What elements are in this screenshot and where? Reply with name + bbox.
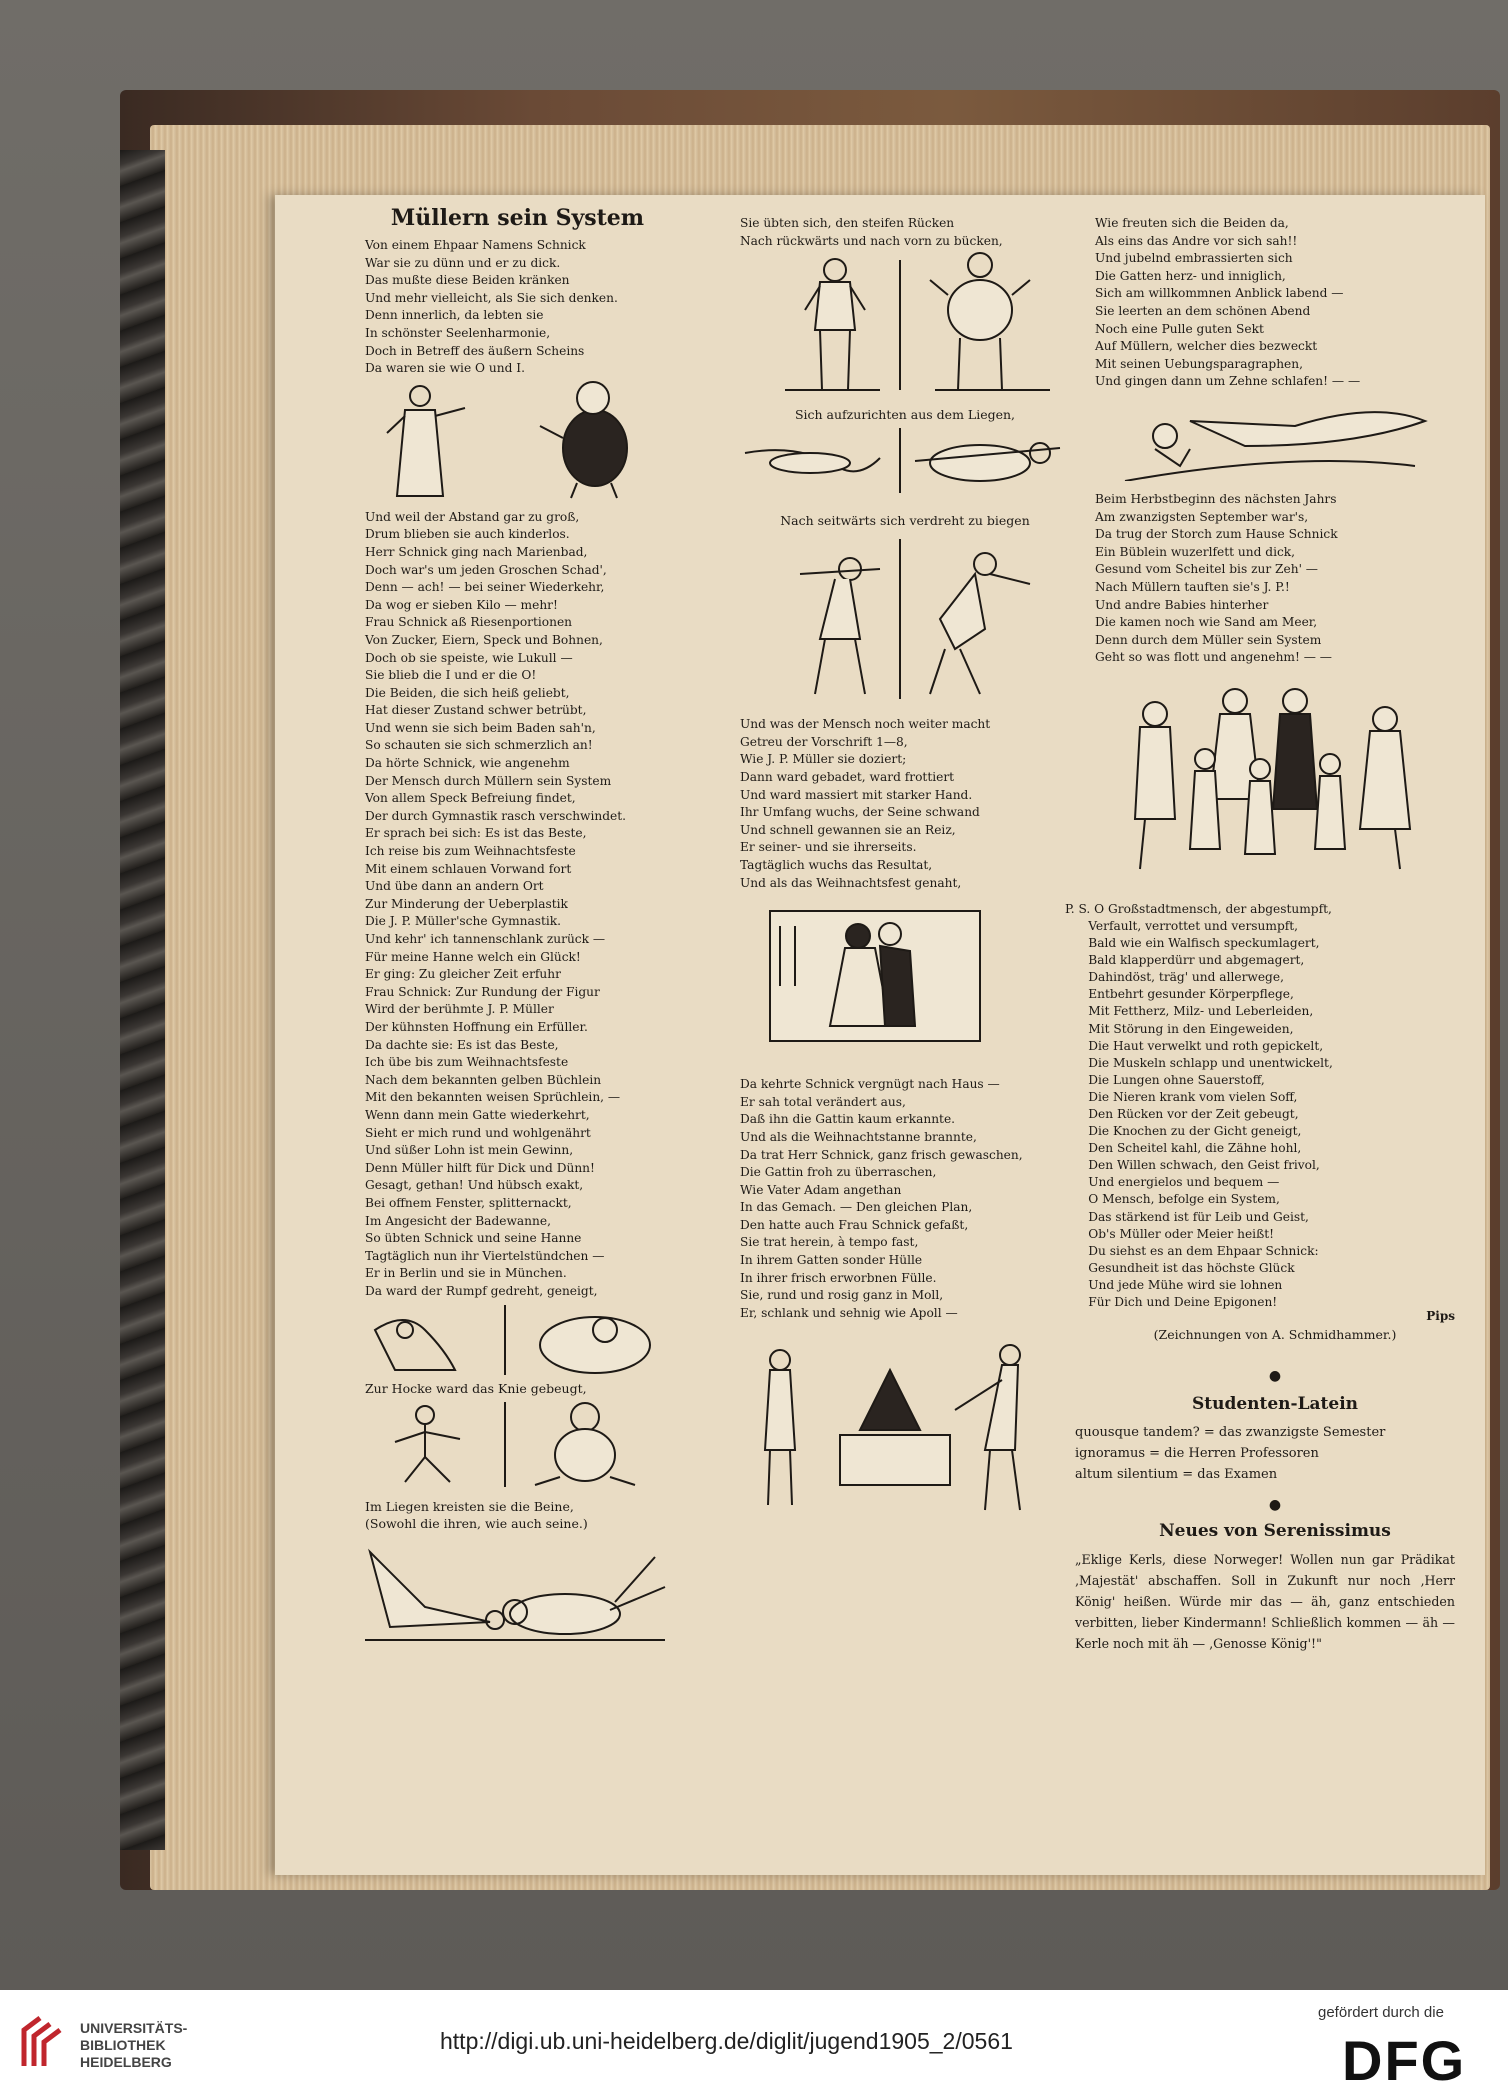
verse-babies: Beim Herbstbeginn des nächsten Jahrs Am zwanzigsten September war's, Da trug der Storch zum Hause Schnick Ein Büblein wuzerlfett und dick, Gesund vom Scheitel bis zur Zeh' — Nach Müllern tauften sie's J. P.! Und andre Babies hinterher Die kamen noch wie Sand am Meer, Denn durch dem Müller sein System Geht so was flott und angenehm! — — [1095,491,1338,665]
verse-postscript: P. S. O Großstadtmensch, der abgestumpft, Verfault, verrottet und versumpft, Bald wie ein Walfisch speckumlagert, Bald klapperdürr und abgemagert, Dahindöst, träg' und allerwege, Entbehrt gesunder Körperpflege, Mit Fettherz, Milz- und Leberleiden, Mit Störung in den Eingeweiden, Die Haut verwelkt und roth gepickelt, Die Muskeln schlapp und unentwickelt, Die Lungen ohne Sauerstoff, Die Nieren krank vom vielen Soff, Den Rücken vor der Zeit gebeugt, Die Knochen zu der Gicht geneigt, Den Scheitel kahl, die Zähne hohl, Den Willen schwach, den Geist frivol, Und energielos und bequem — O Mensch, befolge ein System, Das stärkend ist für Leib und Geist, Ob's Müller oder Meier heißt! Du siehst es an dem Ehpaar Schnick: Gesundheit ist das höchste Glück Und jede Mühe wird sie lohnen Für Dich und Deine Epigonen! [1065,901,1333,1310]
verse-intro: Von einem Ehpaar Namens Schnick War sie zu dünn und er zu dick. Das mußte diese Beiden kränken Und mehr vielleicht, als Sie sich denken. Denn innerlich, da lebten sie In schönster Seelenharmonie, Doch in Betreff des äußern Scheins Da waren sie wie O und I. [365,238,618,376]
section-divider: ● [1268,1497,1282,1514]
magazine-page [275,195,1485,1875]
column-3 [1065,215,1455,1654]
funded-by-label: gefördert durch die [1318,2004,1444,2021]
permalink-url[interactable]: http://digi.ub.uni-heidelberg.de/diglit/jugend1905_2/0561 [440,2028,1013,2054]
section-divider: ● [1268,1368,1282,1385]
signature: Pips [1426,1309,1455,1324]
illustration-credit: (Zeichnungen von A. Schmidhammer.) [1153,1327,1397,1343]
illustration-christmas-tree [740,1340,1070,1515]
verse-reunion: Wie freuten sich die Beiden da, Als eins das Andre vor sich sah!! Und jubelnd embrassierten sich Die Gatten herz- und inniglich, Sich am willkommnen Anblick labend — Sie leerten an dem schönen Abend Noch eine Pulle guten Sekt Auf Müllern, welcher dies bezweckt Mit seinen Uebungsparagraphen, Und gingen dann um Zehne schlafen! — — [1095,216,1361,389]
dfg-logo: DFG [1342,2029,1467,2092]
verse-homecoming: Da kehrte Schnick vergnügt nach Haus — Er sah total verändert aus, Daß ihn die Gattin kaum erkannte. Und als die Weihnachtstanne brannte, Da trat Herr Schnick, ganz frisch gewaschen, Die Gattin froh zu überraschen, Wie Vater Adam angethan In das Gemach. — Den gleichen Plan, Den hatte auch Frau Schnick gefaßt, Sie trat herein, à tempo fast, In ihrem Gatten sonder Hülle In ihrer frisch erworbnen Fülle. Sie, rund und rosig ganz in Moll, Er, schlank und sehnig wie Apoll — [740,1077,1023,1320]
illustration-side-bend [740,529,1070,704]
illustration-twisting [365,1300,670,1380]
library-name-line: BIBLIOTHEK [80,2037,166,2053]
caption-lying: Im Liegen kreisten sie die Beine, (Sowohl die ihren, wie auch seine.) [365,1499,588,1532]
library-name-line: UNIVERSITÄTS- [80,2020,188,2036]
illustration-embrace [740,906,1070,1046]
viewer-footer [0,1990,1508,2099]
illustration-family [1095,679,1455,879]
list-item: altum silentium = das Examen [1075,1467,1278,1483]
caption-squat: Zur Hocke ward das Knie gebeugt, [365,1381,587,1397]
illustration-bending [740,250,1070,400]
library-name-line: HEIDELBERG [80,2054,172,2070]
article-title: Müllern sein System [390,205,645,231]
illustration-squatting [365,1397,670,1492]
list-item: ignoramus = die Herren Professoren [1075,1446,1319,1462]
marbled-endpaper [120,150,165,1850]
list-item: quousque tandem? = das zwanzigste Semester [1075,1425,1386,1441]
illustration-stork [1095,391,1455,481]
illustration-leg-circles [365,1532,670,1647]
studenten-latein-title: Studenten-Latein [1191,1394,1359,1415]
column-2 [740,215,1070,1515]
caption-sit-up: Sich aufzurichten aus dem Liegen, [794,407,1016,423]
serenissimus-text: „Eklige Kerls, diese Norweger! Wollen nun gar Prädikat ‚Majestät' abschaffen. Soll in Zukunft nur noch ‚Herr König' heißen. Würde mir das — äh, ganz entschieden verbitten, lieber Kindermann! Schließlich kommen — äh — Kerle noch mit äh — ‚Genosse König'!" [1075,1552,1455,1652]
column-1 [365,205,670,1647]
caption-sideways: Nach seitwärts sich verdreht zu biegen [780,513,1030,529]
verse-backbend: Sie übten sich, den steifen Rücken Nach rückwärts und nach vorn zu bücken, [740,216,1003,248]
illustration-sit-up [740,423,1070,498]
studenten-latein-list [1075,1422,1455,1485]
heidelberg-library-logo-icon [18,2012,74,2072]
verse-progress: Und was der Mensch noch weiter macht Getreu der Vorschrift 1—8, Wie J. P. Müller sie doziert; Dann ward gebadet, ward frottiert Und ward massiert mit starker Hand. Ihr Umfang wuchs, der Seine schwand Und schnell gewannen sie an Reiz, Er seiner- und sie ihrerseits. Tagtäglich wuchs das Resultat, Und als das Weihnachtsfest genaht, [740,717,991,890]
illustration-thin-wife-fat-husband [365,378,670,503]
verse-main: Und weil der Abstand gar zu groß, Drum blieben sie auch kinderlos. Herr Schnick ging nach Marienbad, Doch war's um jeden Groschen Schad', Denn — ach! — bei seiner Wiederkehr, Da wog er sieben Kilo — mehr! Frau Schnick aß Riesenportionen Von Zucker, Eiern, Speck und Bohnen, Doch ob sie speiste, wie Lukull — Sie blieb die I und er die O! Die Beiden, die sich heiß geliebt, Hat dieser Zustand schwer betrübt, Und wenn sie sich beim Baden sah'n, So schauten sie sich schmerzlich an! Da hörte Schnick, wie angenehm Der Mensch durch Müllern sein System Von allem Speck Befreiung findet, Der durch Gymnastik rasch verschwindet. Er sprach bei sich: Es ist das Beste, Ich reise bis zum Weihnachtsfeste Mit einem schlauen Vorwand fort Und übe dann an andern Ort Zur Minderung der Ueberplastik Die J. P. Müller'sche Gymnastik. Und kehr' ich tannenschlank zurück — Für meine Hanne welch ein Glück! Er ging: Zu gleicher Zeit erfuhr Frau Schnick: Zur Rundung der Figur Wird der berühmte J. P. Müller Der kühnsten Hoffnung ein Erfüller. Da dachte sie: Es ist das Beste, Ich übe bis zum Weihnachtsfeste Nach dem bekannten gelben Büchlein Mit den bekannten weisen Sprüchlein, — Wenn dann mein Gatte wiederkehrt, Sieht er mich rund und wohlgenährt Und süßer Lohn ist mein Gewinn, Denn Müller hilft für Dick und Dünn! Gesagt, gethan! Und hübsch exakt, Bei offnem Fenster, splitternackt, Im Angesicht der Badewanne, So übten Schnick und seine Hanne Tagtäglich nun ihr Viertelstündchen — Er in Berlin und sie in München. Da ward der Rumpf gedreht, geneigt, [365,509,627,1298]
serenissimus-title: Neues von Serenissimus [1159,1521,1391,1542]
library-name [80,2020,187,2071]
